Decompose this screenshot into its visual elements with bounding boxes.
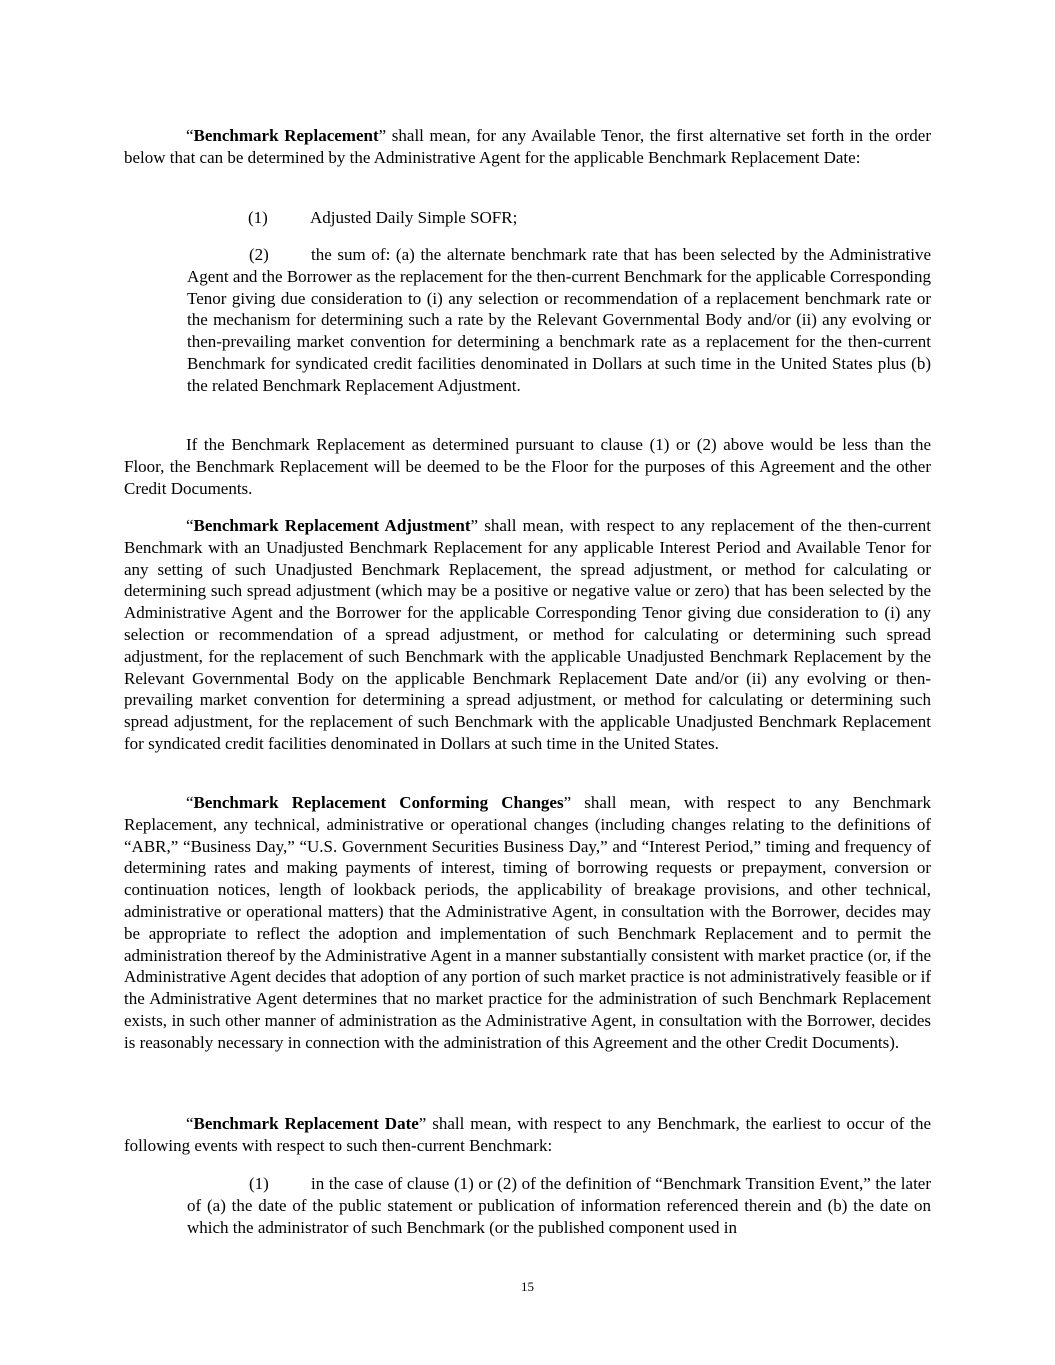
defined-term: Benchmark Replacement Conforming Changes — [193, 793, 564, 812]
defined-term: Benchmark Replacement Date — [193, 1114, 419, 1133]
item-text: the sum of: (a) the alternate benchmark rate that has been selected by the Administrative Agent and the Borrower as the replacement for the then-current Benchmark for the applicable Corresponding Tenor giving due consideration to (i) any selection or recommendation of a replacement benchmark rate or the mechanism for determining such a rate by the Relevant Governmental Body and/or (ii) any evolving or then-prevailing market convention for determining a benchmark rate as a replacement for the then-current Benchmark for syndicated credit facilities denominated in Dollars at such time in the United States plus (b) the related Benchmark Replacement Adjustment. — [187, 245, 931, 395]
definition-benchmark-replacement — [124, 125, 931, 169]
item-number: (1) — [249, 1174, 269, 1193]
definition-benchmark-replacement-conforming-changes — [124, 792, 931, 1054]
list-item-1 — [187, 1173, 931, 1238]
list-item-2 — [187, 244, 931, 397]
definition-text: ” shall mean, for any Available Tenor, the first alternative set forth in the order below that can be determined by the Administrative Agent for the applicable Benchmark Replacement Date: — [124, 126, 931, 167]
page-number: 15 — [521, 1279, 534, 1294]
item-text: Adjusted Daily Simple SOFR; — [310, 208, 518, 227]
open-quote: “ — [186, 516, 194, 535]
item-number: (1) — [248, 208, 268, 227]
defined-term: Benchmark Replacement — [193, 126, 379, 145]
item-text: in the case of clause (1) or (2) of the definition of “Benchmark Transition Event,” the later of (a) the date of the public statement or publication of information referenced therein and (b) the date on which the administrator of such Benchmark (or the published component used in — [187, 1174, 931, 1237]
item-number: (2) — [249, 245, 269, 264]
defined-term: Benchmark Replacement Adjustment — [193, 516, 471, 535]
definition-text: ” shall mean, with respect to any Benchmark, the earliest to occur of the following events with respect to such then-current Benchmark: — [124, 1114, 931, 1155]
definition-benchmark-replacement-adjustment — [124, 515, 931, 755]
floor-paragraph: If the Benchmark Replacement as determined pursuant to clause (1) or (2) above would be less than the Floor, the Benchmark Replacement will be deemed to be the Floor for the purposes of this Agreement and the other Credit Documents. — [124, 435, 931, 498]
open-quote: “ — [186, 126, 194, 145]
definition-benchmark-replacement-date — [124, 1113, 931, 1157]
definition-text: ” shall mean, with respect to any Benchmark Replacement, any technical, administrative or operational changes (including changes relating to the definitions of “ABR,” “Business Day,” “U.S. Government Securities Business Day,” and “Interest Period,” timing and frequency of determining rates and making payments of interest, timing of borrowing requests or prepayment, conversion or continuation notices, length of lookback periods, the applicability of breakage provisions, and other technical, administrative or operational matters) that the Administrative Agent, in consultation with the Borrower, decides may be appropriate to reflect the adoption and implementation of such Benchmark Replacement and to permit the administration thereof by the Administrative Agent in a manner substantially consistent with market practice (or, if the Administrative Agent decides that adoption of any portion of such market practice is not administratively feasible or if the Administrative Agent determines that no market practice for the administration of such Benchmark Replacement exists, in such other manner of administration as the Administrative Agent, in consultation with the Borrower, decides is reasonably necessary in connection with the administration of this Agreement and the other Credit Documents). — [124, 793, 931, 1052]
list-item-1 — [248, 207, 517, 229]
open-quote: “ — [186, 793, 194, 812]
open-quote: “ — [186, 1114, 194, 1133]
definition-text: ” shall mean, with respect to any replacement of the then-current Benchmark with an Unadjusted Benchmark Replacement for any applicable Interest Period and Available Tenor for any setting of such Unadjusted Benchmark Replacement, the spread adjustment, or method for calculating or determining such spread adjustment (which may be a positive or negative value or zero) that has been selected by the Administrative Agent and the Borrower for the applicable Corresponding Tenor giving due consideration to (i) any selection or recommendation of a spread adjustment, or method for calculating or determining such spread adjustment, for the replacement of such Benchmark with the applicable Unadjusted Benchmark Replacement by the Relevant Governmental Body on the applicable Benchmark Replacement Date and/or (ii) any evolving or then-prevailing market convention for determining a spread adjustment, or method for calculating or determining such spread adjustment, for the replacement of such Benchmark with the applicable Unadjusted Benchmark Replacement for syndicated credit facilities denominated in Dollars at such time in the United States. — [124, 516, 932, 753]
